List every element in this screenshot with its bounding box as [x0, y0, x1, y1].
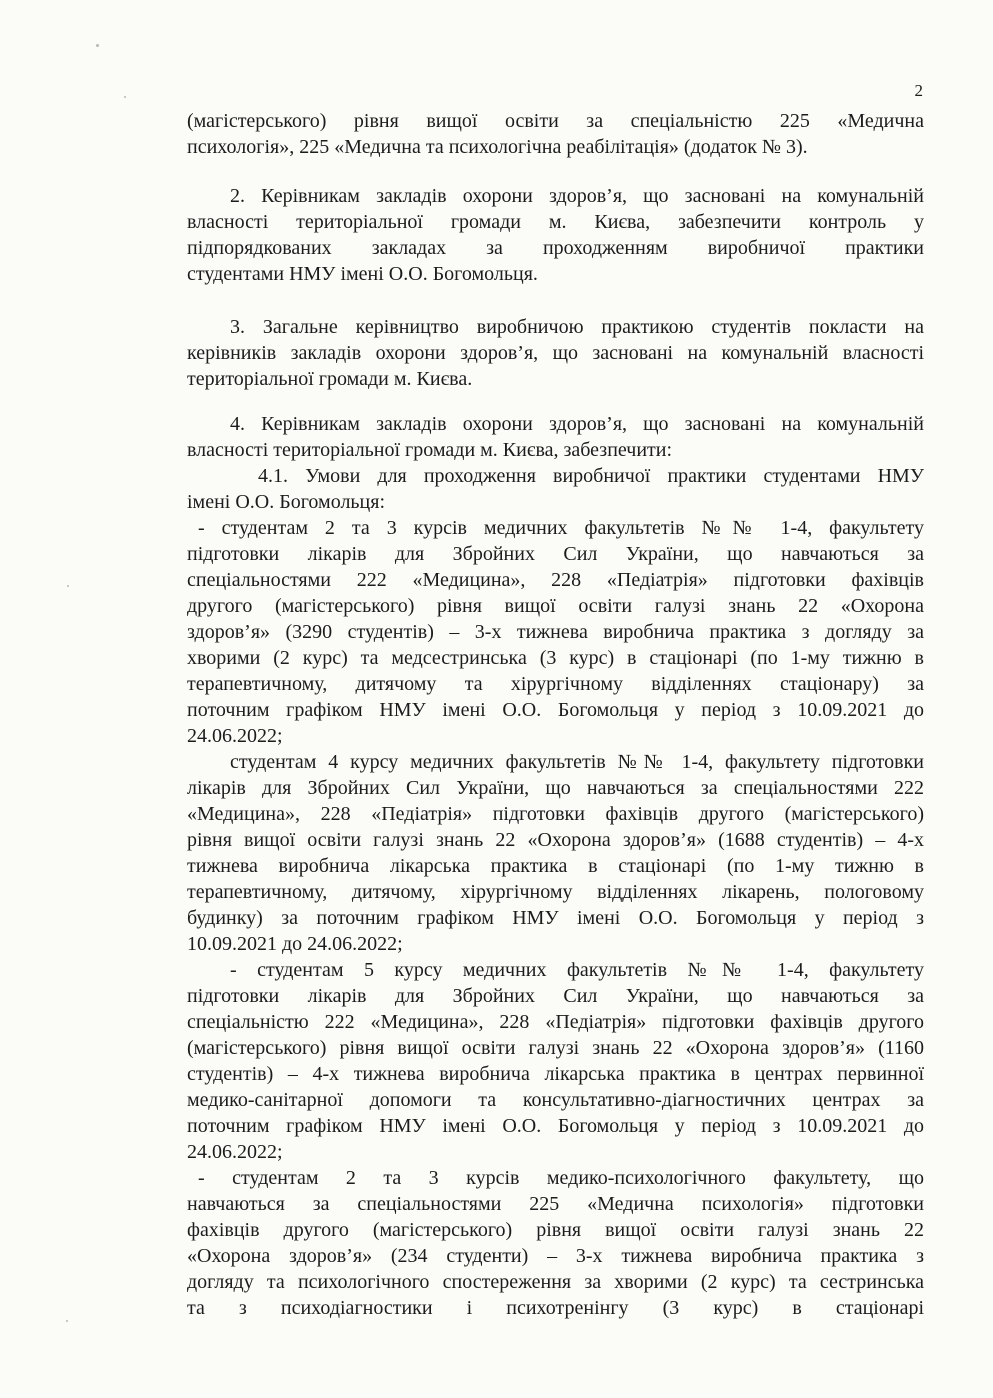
text-line: рівня вищої освіти галузі знань 22 «Охорона здоров’я» (1688 студентів) – 4-х — [187, 829, 924, 851]
text-line: 10.09.2021 до 24.06.2022; — [187, 933, 403, 955]
text-line: другого (магістерського) рівня вищої освіти галузі знань 22 «Охорона — [187, 595, 924, 617]
text-line: «Охорона здоров’я» (234 студенти) – 3-х тижнева виробнича практика з — [187, 1245, 924, 1267]
scan-speck — [66, 1320, 68, 1322]
text-line: медико-санітарної допомоги та консультативно-діагностичних центрах за — [187, 1089, 924, 1111]
text-line: «Медицина», 228 «Педіатрія» підготовки фахівців другого (магістерського) — [187, 803, 924, 825]
text-line: терапевтичному, дитячому, хірургічному відділеннях лікарень, пологовому — [187, 881, 924, 903]
text-line: 3. Загальне керівництво виробничою практикою студентів покласти на — [230, 316, 924, 338]
text-line: хворими (2 курс) та медсестринська (3 курс) в стаціонарі (по 1-му тижню в — [187, 647, 924, 669]
scan-speck — [96, 44, 99, 47]
text-line: спеціальністю 222 «Медицина», 228 «Педіатрія» підготовки фахівців другого — [187, 1011, 924, 1033]
scan-speck — [124, 96, 126, 98]
text-line: студентам 4 курсу медичних факультетів №№ 1-4, факультету підготовки — [230, 751, 924, 773]
text-line: студентів) – 4-х тижнева виробнича лікарська практика в центрах первинної — [187, 1063, 924, 1085]
text-line: імені О.О. Богомольця: — [187, 491, 385, 513]
text-line: спеціальностями 222 «Медицина», 228 «Педіатрія» підготовки фахівців — [187, 569, 924, 591]
text-line: 24.06.2022; — [187, 725, 283, 747]
text-line: керівників закладів охорони здоров’я, що засновані на комунальній власності — [187, 342, 924, 364]
text-line: - студентам 2 та 3 курсів медичних факультетів №№ 1-4, факультету — [198, 517, 924, 539]
text-line: та з психодіагностики і психотренінгу (3 курс) в стаціонарі — [187, 1297, 924, 1319]
text-line: - студентам 5 курсу медичних факультетів №№ 1-4, факультету — [230, 959, 924, 981]
text-line: 4.1. Умови для проходження виробничої практики студентами НМУ — [258, 465, 924, 487]
text-line: фахівців другого (магістерського) рівня вищої освіти галузі знань 22 — [187, 1219, 924, 1241]
text-line: власності територіальної громади м. Києва, забезпечити контроль у — [187, 211, 924, 233]
text-line: лікарів для Збройних Сил України, що навчаються за спеціальностями 222 — [187, 777, 924, 799]
page-number: 2 — [914, 81, 923, 100]
text-line: здоров’я» (3290 студентів) – 3-х тижнева виробнича практика з догляду за — [187, 621, 924, 643]
text-line: власності територіальної громади м. Києва, забезпечити: — [187, 439, 673, 461]
text-line: підпорядкованих закладах за проходженням виробничої практики — [187, 237, 924, 259]
text-line: (магістерського) рівня вищої освіти галузі знань 22 «Охорона здоров’я» (1160 — [187, 1037, 924, 1059]
text-line: навчаються за спеціальностями 225 «Медична психологія» підготовки — [187, 1193, 924, 1215]
text-line: - студентам 2 та 3 курсів медико-психологічного факультету, що — [198, 1167, 924, 1189]
text-line: територіальної громади м. Києва. — [187, 368, 473, 390]
text-line: психологія», 225 «Медична та психологічна реабілітація» (додаток № 3). — [187, 136, 808, 158]
scan-speck — [67, 585, 69, 587]
text-line: підготовки лікарів для Збройних Сил України, що навчаються за — [187, 543, 924, 565]
text-line: терапевтичному, дитячому та хірургічному відділеннях стаціонару) за — [187, 673, 924, 695]
text-line: студентами НМУ імені О.О. Богомольця. — [187, 263, 538, 285]
text-line: (магістерського) рівня вищої освіти за спеціальністю 225 «Медична — [187, 110, 924, 132]
text-line: поточним графіком НМУ імені О.О. Богомольця у період з 10.09.2021 до — [187, 1115, 924, 1137]
text-line: догляду та психологічного спостереження за хворими (2 курс) та сестринська — [187, 1271, 924, 1293]
text-line: будинку) за поточним графіком НМУ імені О.О. Богомольця у період з — [187, 907, 924, 929]
text-line: 2. Керівникам закладів охорони здоров’я, що засновані на комунальній — [230, 185, 924, 207]
text-line: підготовки лікарів для Збройних Сил України, що навчаються за — [187, 985, 924, 1007]
text-line: тижнева виробнича лікарська практика в стаціонарі (по 1-му тижню в — [187, 855, 924, 877]
text-line: поточним графіком НМУ імені О.О. Богомольця у період з 10.09.2021 до — [187, 699, 924, 721]
text-line: 4. Керівникам закладів охорони здоров’я, що засновані на комунальній — [230, 413, 924, 435]
text-line: 24.06.2022; — [187, 1141, 283, 1163]
